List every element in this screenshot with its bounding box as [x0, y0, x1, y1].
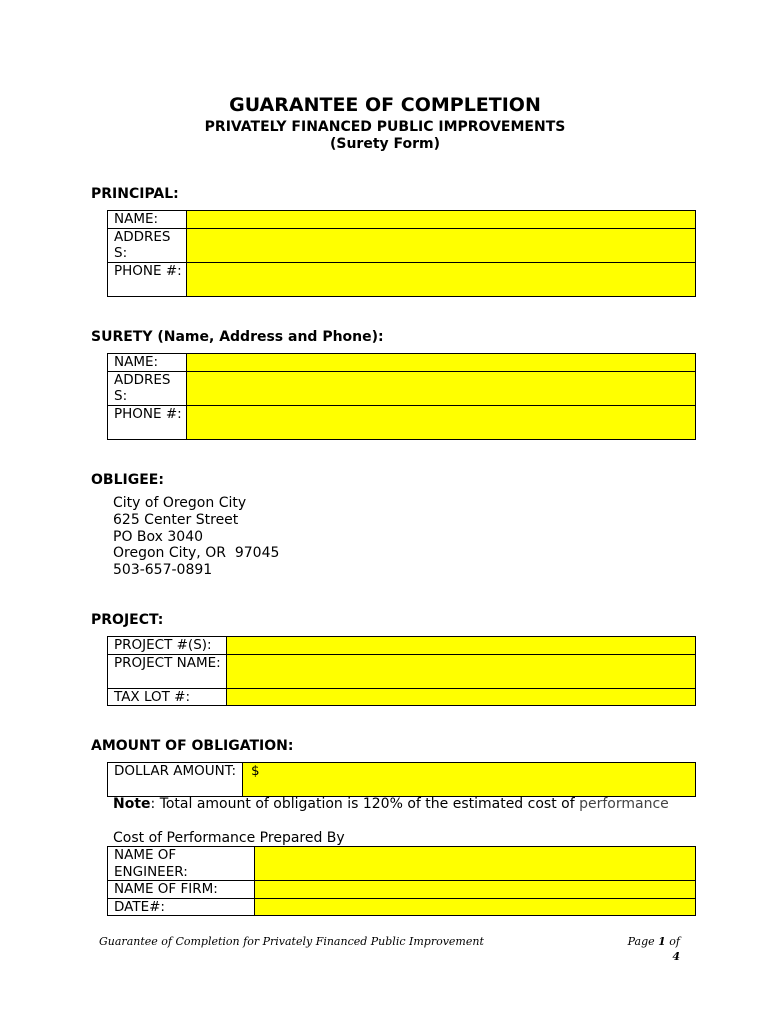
engineer-row — [108, 847, 696, 881]
engineer-field[interactable] — [255, 847, 696, 881]
tax-lot-field[interactable] — [227, 688, 696, 706]
date-field[interactable] — [255, 898, 696, 916]
firm-label: NAME OF FIRM: — [108, 881, 255, 899]
page-indicator — [560, 934, 680, 964]
firm-field[interactable] — [255, 881, 696, 899]
principal-address-row — [108, 228, 696, 262]
surety-name-row — [108, 354, 696, 372]
surety-address-field[interactable] — [187, 371, 696, 405]
obligee-line: 625 Center Street — [113, 511, 239, 528]
obligee-heading: OBLIGEE: — [91, 472, 164, 488]
principal-phone-row — [108, 262, 696, 296]
principal-phone-label: PHONE #: — [108, 262, 187, 296]
dollar-amount-label: DOLLAR AMOUNT: — [108, 763, 243, 797]
principal-heading: PRINCIPAL: — [91, 186, 179, 202]
obligee-address — [113, 495, 279, 579]
amount-note — [113, 796, 669, 813]
principal-address-field[interactable] — [187, 228, 696, 262]
page-prefix: Page — [627, 935, 659, 948]
page-total: 4 — [672, 950, 680, 963]
surety-address-label: ADDRES S: — [108, 371, 187, 405]
firm-row — [108, 881, 696, 899]
surety-phone-label: PHONE #: — [108, 405, 187, 439]
dollar-amount-row — [108, 763, 696, 797]
principal-name-label: NAME: — [108, 211, 187, 229]
project-name-label: PROJECT NAME: — [108, 654, 227, 688]
tax-lot-row — [108, 688, 696, 706]
dollar-amount-field[interactable] — [243, 763, 696, 797]
surety-phone-field[interactable] — [187, 405, 696, 439]
note-text: : Total amount of obligation is 120% of the estimated cost of — [150, 796, 580, 812]
obligee-line: Oregon City, OR 97045 — [113, 545, 280, 562]
amount-heading: AMOUNT OF OBLIGATION: — [91, 738, 294, 754]
document-title: GUARANTEE OF COMPLETION — [229, 94, 541, 116]
note-tail: performance — [579, 796, 669, 812]
project-number-field[interactable] — [227, 637, 696, 655]
obligee-line: PO Box 3040 — [113, 528, 204, 545]
document-subtitle: PRIVATELY FINANCED PUBLIC IMPROVEMENTS — [204, 119, 566, 135]
obligee-line: 503-657-0891 — [113, 562, 213, 579]
principal-table — [107, 210, 696, 297]
engineer-label: NAME OF ENGINEER: — [108, 847, 255, 881]
surety-phone-row — [108, 405, 696, 439]
note-label: Note — [113, 796, 151, 812]
obligee-line: City of Oregon City — [113, 495, 247, 511]
surety-name-field[interactable] — [187, 354, 696, 372]
project-number-label: PROJECT #(S): — [108, 637, 227, 655]
project-name-field[interactable] — [227, 654, 696, 688]
page-number: 1 — [658, 935, 666, 948]
cost-heading: Cost of Performance Prepared By — [113, 830, 345, 846]
tax-lot-label: TAX LOT #: — [108, 688, 227, 706]
amount-table — [107, 762, 696, 797]
surety-name-label: NAME: — [108, 354, 187, 372]
page-of: of — [665, 935, 680, 948]
surety-table — [107, 353, 696, 440]
principal-name-field[interactable] — [187, 211, 696, 229]
project-number-row — [108, 637, 696, 655]
cost-table — [107, 846, 696, 916]
date-label: DATE#: — [108, 898, 255, 916]
principal-name-row — [108, 211, 696, 229]
form-type: (Surety Form) — [329, 136, 441, 152]
surety-heading: SURETY (Name, Address and Phone): — [91, 329, 384, 345]
project-table — [107, 636, 696, 706]
principal-phone-field[interactable] — [187, 262, 696, 296]
date-row — [108, 898, 696, 916]
project-name-row — [108, 654, 696, 688]
surety-address-row — [108, 371, 696, 405]
footer-document-title: Guarantee of Completion for Privately Financed Public Improvement — [99, 935, 484, 948]
principal-address-label: ADDRES S: — [108, 228, 187, 262]
project-heading: PROJECT: — [91, 612, 164, 628]
currency-symbol: $ — [251, 763, 260, 779]
